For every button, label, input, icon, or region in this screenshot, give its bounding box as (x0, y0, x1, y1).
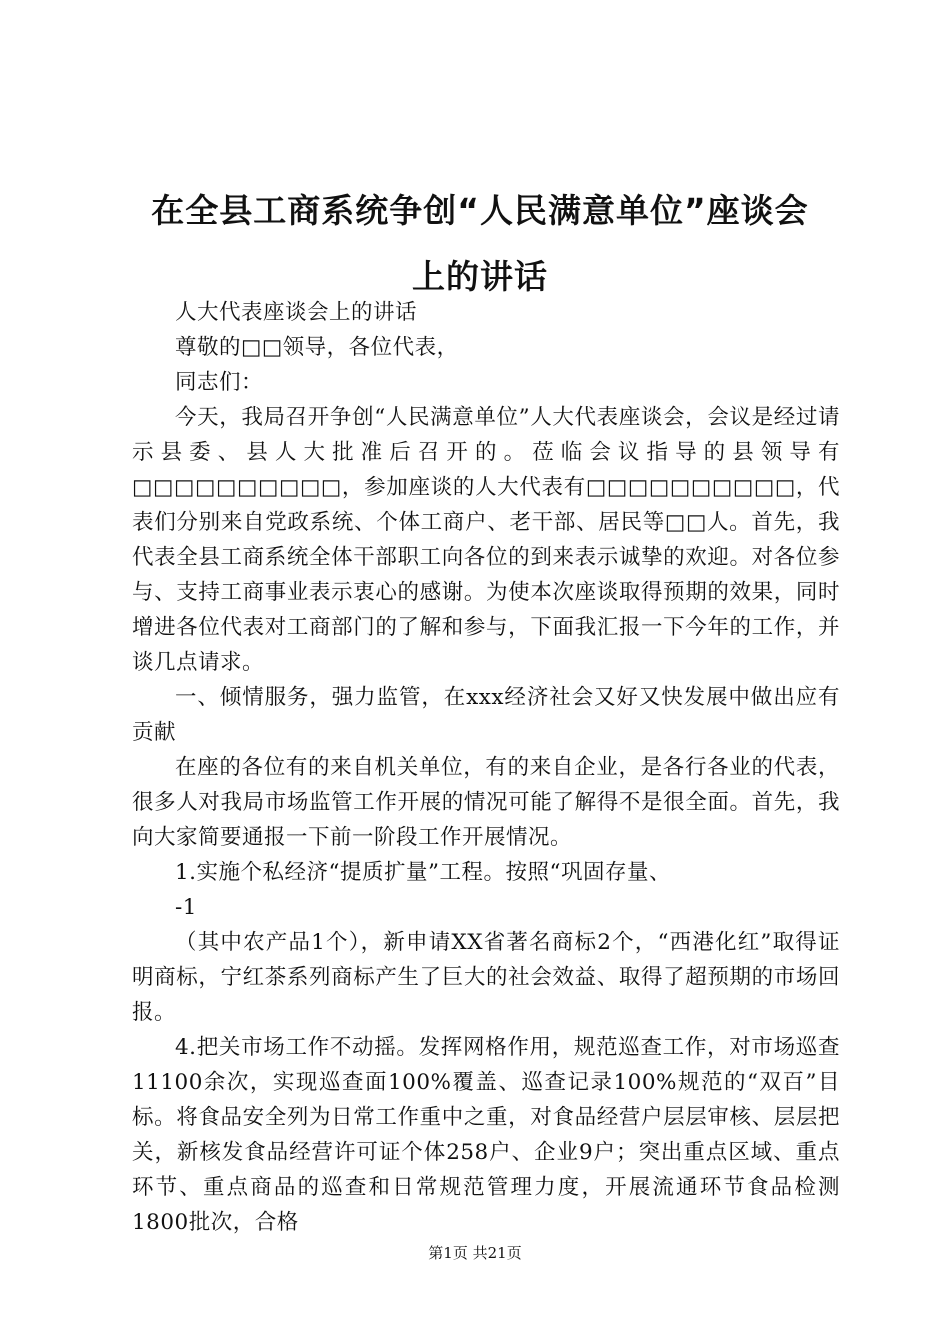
paragraph-salutation: 尊敬的□□领导，各位代表， (175, 335, 459, 360)
title-line-2: 上的讲话 (412, 257, 548, 296)
paragraph-section-heading: 一、倾情服务，强力监管，在xxx经济社会又好又快发展中做出应有贡献 (132, 685, 840, 745)
paragraph-item-1: 1.实施个私经济“提质扩量”工程。按照“巩固存量、 (175, 860, 671, 885)
document-body (132, 295, 840, 1240)
paragraph-fragment: -1 (175, 895, 197, 920)
paragraph-overview: 在座的各位有的来自机关单位，有的来自企业，是各行各业的代表，很多人对我局市场监管工作开展的情况可能了解得不是很全面。首先，我向大家简要通报一下前一阶段工作开展情况。 (132, 755, 840, 850)
title-line-1: 在全县工商系统争创“人民满意单位”座谈会 (151, 191, 809, 230)
document-title (110, 178, 850, 310)
paragraph-intro: 今天，我局召开争创“人民满意单位”人大代表座谈会，会议是经过请示县委、县人大批准后召开的。莅临会议指导的县领导有□□□□□□□□□□，参加座谈的人大代表有□□□□□□□□□□，代表们分别来自党政系统、个体工商户、老干部、居民等□□人。首先，我代表全县工商系统全体干部职工向各位的到来表示诚挚的欢迎。对各位参与、支持工商事业表示衷心的感谢。为使本次座谈取得预期的效果，同时增进各位代表对工商部门的了解和参与，下面我汇报一下今年的工作，并谈几点请求。 (132, 405, 840, 675)
paragraph-heading: 人大代表座谈会上的讲话 (175, 300, 418, 325)
paragraph-item-4: 4.把关市场工作不动摇。发挥网格作用，规范巡查工作，对市场巡查11100余次，实现巡查面100%覆盖、巡查记录100%规范的“双百”目标。将食品安全列为日常工作重中之重，对食品经营户层层审核、层层把关，新核发食品经营许可证个体258户、企业9户；突出重点区域、重点环节、重点商品的巡查和日常规范管理力度，开展流通环节食品检测1800批次，合格 (132, 1035, 840, 1235)
page-footer: 第1页 共21页 (428, 1244, 522, 1262)
paragraph-greeting: 同志们： (175, 370, 264, 395)
paragraph-trademark: （其中农产品1个），新申请XX省著名商标2个，“西港化红”取得证明商标，宁红茶系列商标产生了巨大的社会效益、取得了超预期的市场回报。 (132, 930, 840, 1025)
